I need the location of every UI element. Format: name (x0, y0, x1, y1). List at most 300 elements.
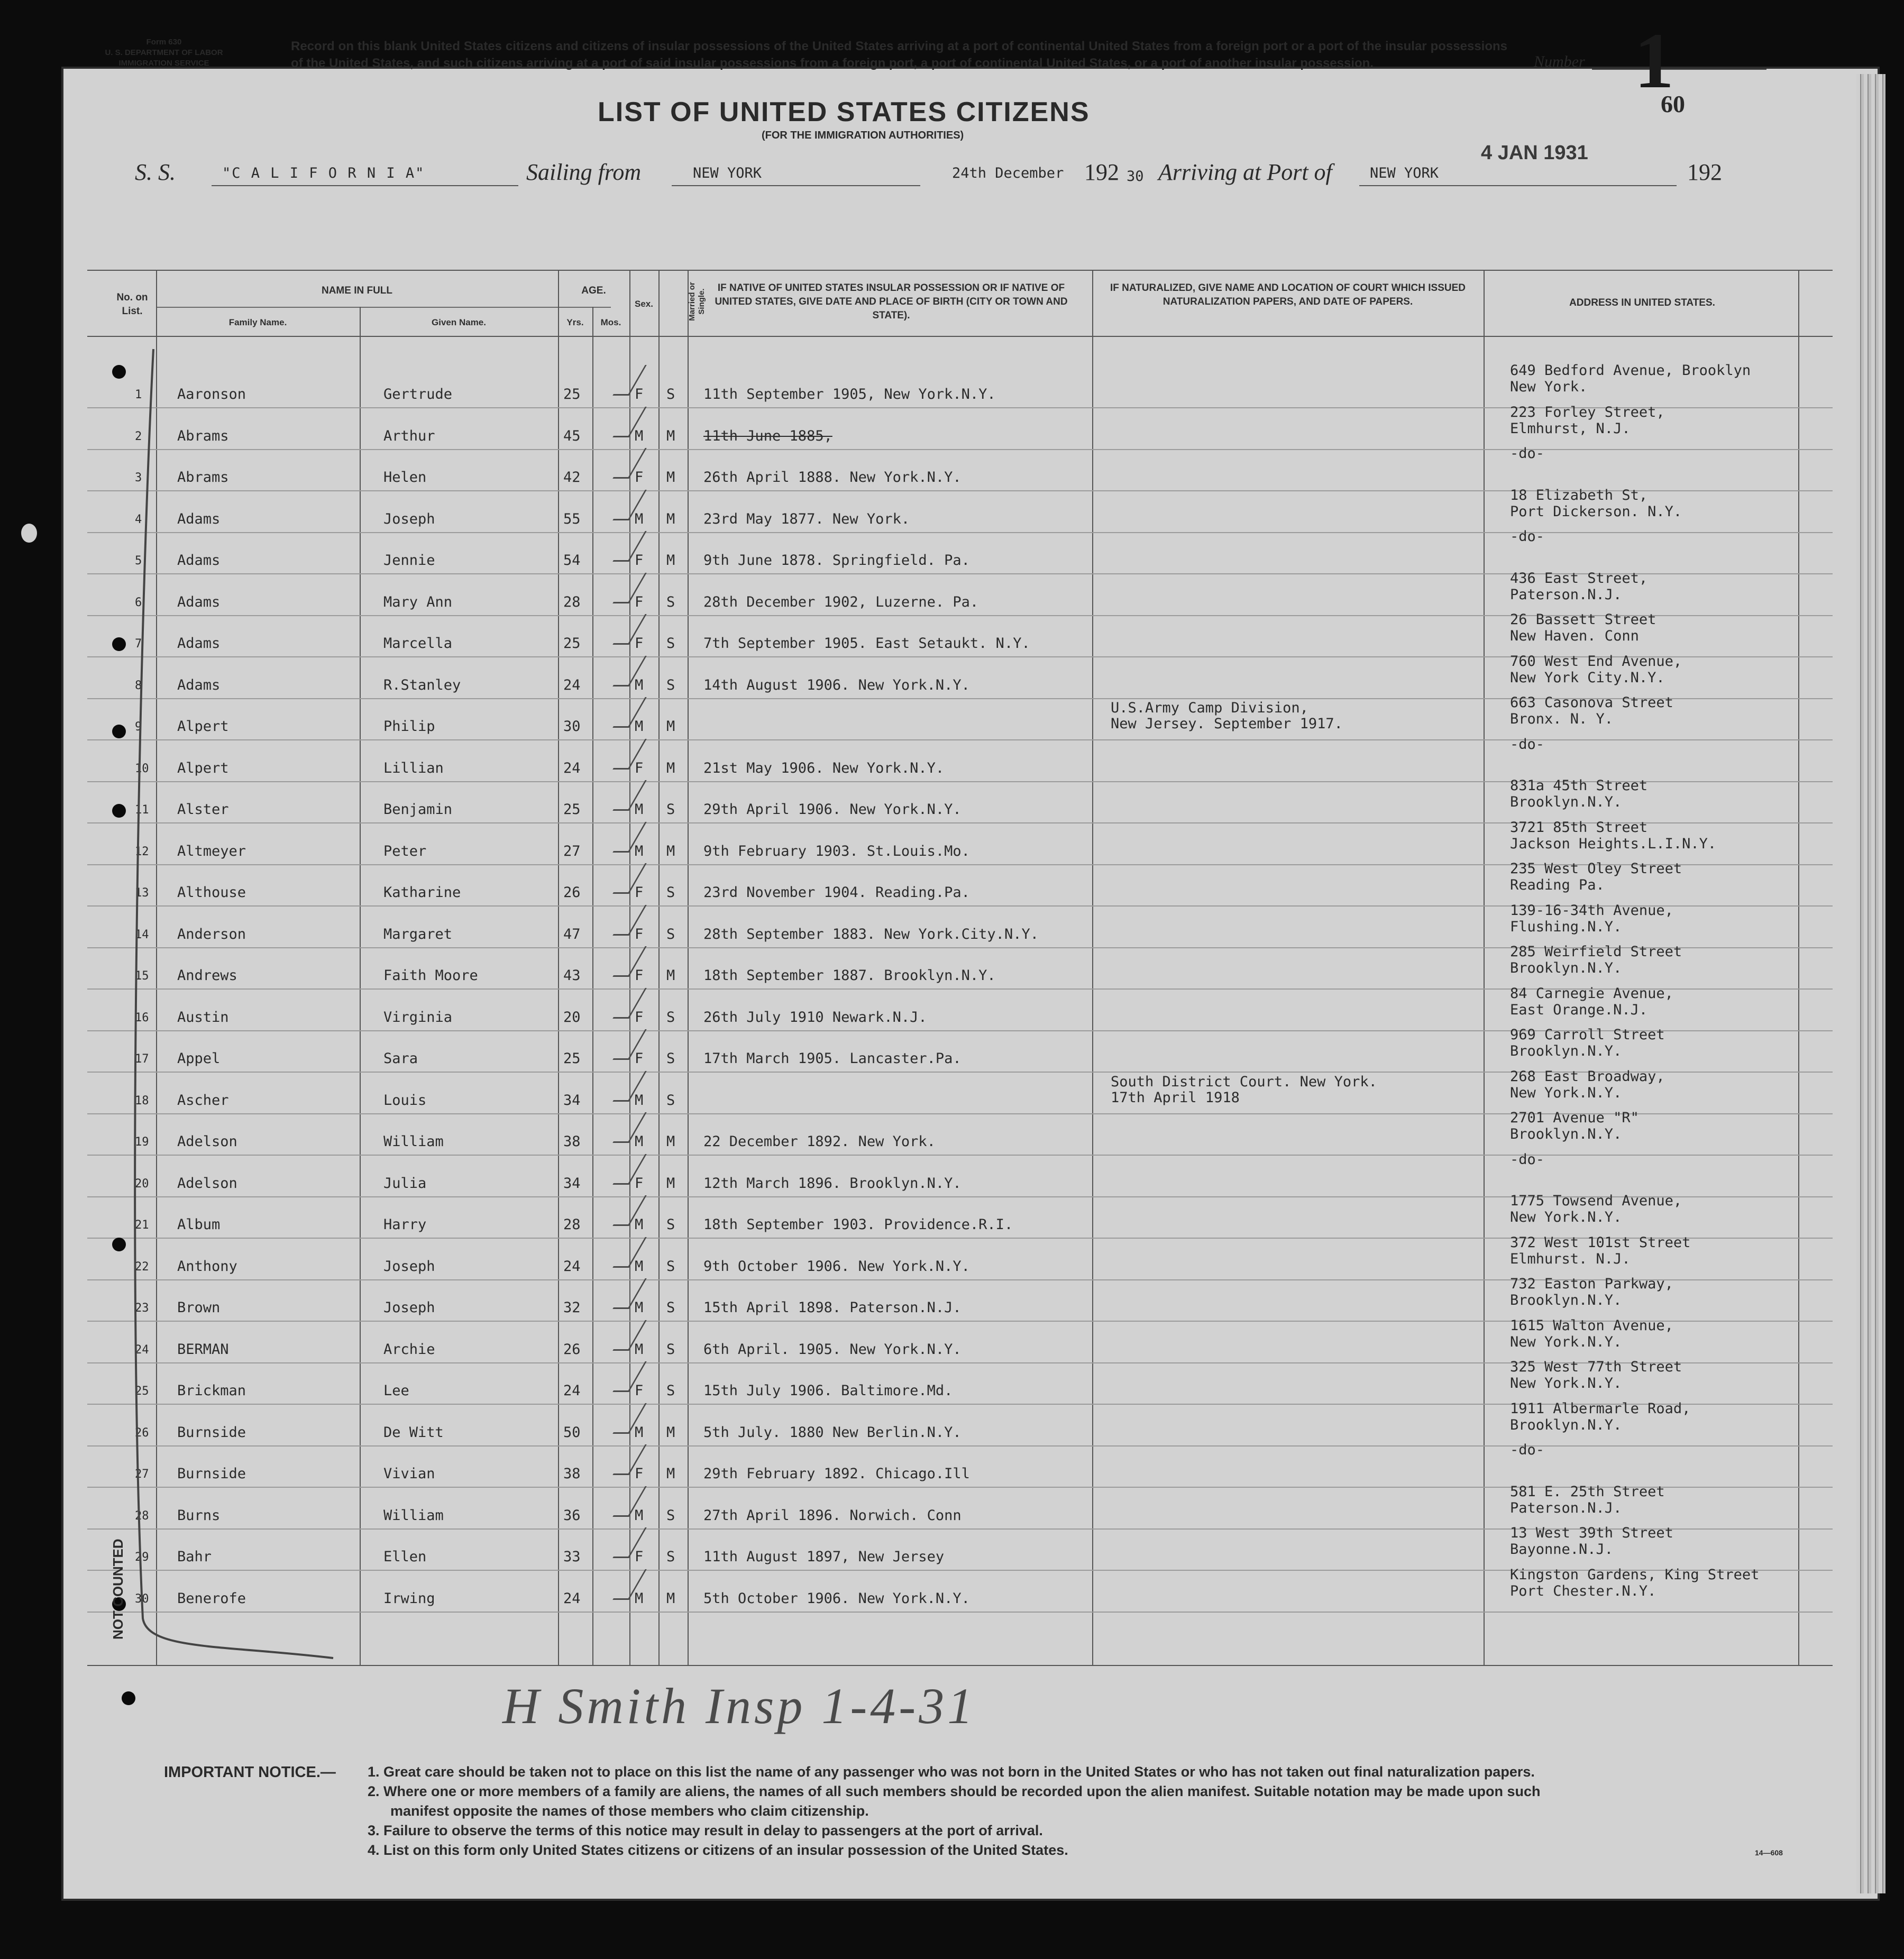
given-name: Gertrude (383, 386, 453, 402)
marital-status: M (666, 1133, 675, 1150)
sex-value: M (635, 843, 644, 859)
punch-hole (112, 804, 126, 818)
birth-details: 22 December 1892. New York. (703, 1133, 936, 1150)
marital-status: S (666, 1299, 675, 1316)
family-name: Appel (177, 1050, 221, 1067)
address-line: 235 West Oley Street (1510, 861, 1682, 877)
address-line: -do- (1510, 1442, 1545, 1458)
birth-details: 11th June 1885, (703, 427, 832, 444)
address-line: 26 Bassett Street (1510, 611, 1656, 628)
birth-details: 15th April 1898. Paterson.N.J. (703, 1299, 962, 1316)
notice-item-4: 4. List on this form only United States citizens or citizens of an insular possession of the United States. (368, 1842, 1068, 1858)
page-subtitle: (FOR THE IMMIGRATION AUTHORITIES) (762, 130, 964, 141)
birth-details: 18th September 1887. Brooklyn.N.Y. (703, 967, 996, 984)
age-years: 24 (563, 1258, 581, 1275)
address-line: 732 Easton Parkway, (1510, 1276, 1673, 1292)
address-line: 831a 45th Street (1510, 777, 1648, 794)
col-divider-married (688, 270, 689, 1666)
col-divider-address (1798, 270, 1799, 1666)
sex-value: F (635, 635, 644, 652)
sailing-port: NEW YORK (693, 165, 762, 181)
marital-status: S (666, 593, 675, 610)
family-name: Aaronson (177, 386, 246, 402)
marital-status: M (666, 469, 675, 486)
birth-details: 26th April 1888. New York.N.Y. (703, 469, 962, 486)
sex-value: F (635, 593, 644, 610)
marital-status: S (666, 676, 675, 693)
address-line: 969 Carroll Street (1510, 1027, 1665, 1043)
address-line: New York.N.Y. (1510, 1333, 1622, 1350)
table-header-border (87, 336, 1833, 337)
birth-details: 9th June 1878. Springfield. Pa. (703, 552, 970, 569)
sex-value: F (635, 1009, 644, 1026)
address-line: Reading Pa. (1510, 877, 1605, 893)
age-years: 33 (563, 1549, 581, 1565)
address-line: East Orange.N.J. (1510, 1001, 1648, 1018)
notice-label: IMPORTANT NOTICE.— (164, 1764, 336, 1781)
address-line: Kingston Gardens, King Street (1510, 1566, 1760, 1583)
address-line: New York.N.Y. (1510, 1084, 1622, 1101)
given-name: William (383, 1507, 444, 1524)
page-title: LIST OF UNITED STATES CITIZENS (598, 97, 1090, 127)
address-line: 372 West 101st Street (1510, 1234, 1691, 1251)
family-name: Adams (177, 593, 221, 610)
age-years: 34 (563, 1092, 581, 1109)
address-line: -do- (1510, 1151, 1545, 1168)
marital-status: M (666, 759, 675, 776)
given-name: Vivian (383, 1466, 435, 1482)
address-line: Elmhurst. N.J. (1510, 1250, 1631, 1267)
age-years: 28 (563, 593, 581, 610)
row-number: 18 (135, 1094, 149, 1107)
age-years: 36 (563, 1507, 581, 1524)
given-name: Benjamin (383, 801, 453, 818)
family-name: Altmeyer (177, 843, 246, 859)
department-name: U. S. DEPARTMENT OF LABOR (105, 48, 223, 57)
family-name: Adams (177, 676, 221, 693)
family-name: Burns (177, 1507, 221, 1524)
sex-value: F (635, 884, 644, 901)
sailing-underline (672, 185, 920, 186)
header-married-single: Married or Single. (688, 282, 706, 321)
sex-value: F (635, 1549, 644, 1565)
birth-details: 5th July. 1880 New Berlin.N.Y. (703, 1424, 962, 1441)
table-bottom-border (87, 1665, 1833, 1666)
marital-status: S (666, 1383, 675, 1399)
list-number: 1 (1634, 17, 1674, 105)
row-number: 29 (135, 1551, 149, 1564)
row-number: 5 (135, 554, 142, 567)
birth-details: 18th September 1903. Providence.R.I. (703, 1216, 1013, 1233)
naturalization-details: 17th April 1918 (1111, 1089, 1240, 1106)
family-name: BERMAN (177, 1341, 229, 1358)
birth-details: 27th April 1896. Norwich. Conn (703, 1507, 962, 1524)
age-years: 26 (563, 1341, 581, 1358)
family-name: Brickman (177, 1383, 246, 1399)
birth-details: 14th August 1906. New York.N.Y. (703, 676, 970, 693)
row-number: 26 (135, 1426, 149, 1440)
sex-value: F (635, 759, 644, 776)
age-years: 43 (563, 967, 581, 984)
row-number: 4 (135, 512, 142, 526)
arrival-port: NEW YORK (1370, 165, 1439, 181)
col-divider-yrs (592, 307, 593, 1666)
sex-value: F (635, 469, 644, 486)
sheet-number: 60 (1661, 90, 1685, 117)
address-line: New York.N.Y. (1510, 1209, 1622, 1225)
birth-details: 23rd November 1904. Reading.Pa. (703, 884, 970, 901)
header-years: Yrs. (566, 317, 584, 327)
row-number: 11 (135, 803, 149, 817)
form-number: Form 630 (146, 38, 182, 47)
address-line: 760 West End Avenue, (1510, 653, 1682, 670)
birth-details: 6th April. 1905. New York.N.Y. (703, 1341, 962, 1358)
sailing-date: 24th December (952, 165, 1064, 181)
col-divider-birth (1092, 270, 1093, 1666)
given-name: Archie (383, 1341, 435, 1358)
marital-status: S (666, 1009, 675, 1026)
birth-details: 28th December 1902, Luzerne. Pa. (703, 593, 979, 610)
row-number: 12 (135, 845, 149, 858)
row-number: 8 (135, 679, 142, 692)
age-years: 25 (563, 635, 581, 652)
marital-status: M (666, 843, 675, 859)
arrival-underline (1359, 185, 1677, 186)
address-line: Paterson.N.J. (1510, 586, 1622, 603)
bracket-mark (127, 338, 349, 1671)
row-number: 20 (135, 1177, 149, 1191)
address-line: Brooklyn.N.Y. (1510, 1043, 1622, 1059)
given-name: Julia (383, 1175, 427, 1192)
row-rule (87, 1612, 1833, 1613)
address-line: 1775 Towsend Avenue, (1510, 1193, 1682, 1209)
birth-details: 15th July 1906. Baltimore.Md. (703, 1383, 953, 1399)
sex-value: M (635, 1133, 644, 1150)
address-line: Brooklyn.N.Y. (1510, 794, 1622, 810)
family-name: Alpert (177, 718, 229, 735)
arrival-year: 192 (1687, 159, 1722, 185)
marital-status: M (666, 510, 675, 527)
row-number: 16 (135, 1011, 149, 1024)
address-line: New York.N.Y. (1510, 1375, 1622, 1392)
given-name: Irwing (383, 1590, 435, 1607)
given-name: Peter (383, 843, 427, 859)
given-name: Sara (383, 1050, 418, 1067)
address-line: Brooklyn.N.Y. (1510, 1126, 1622, 1142)
given-name: Louis (383, 1092, 427, 1109)
not-counted-stamp: NOT COUNTED (110, 1539, 126, 1640)
row-number: 2 (135, 429, 142, 443)
family-name: Alpert (177, 759, 229, 776)
marital-status: M (666, 1466, 675, 1482)
name-subheader-line (156, 307, 611, 308)
sex-value: M (635, 1341, 644, 1358)
address-line: 268 East Broadway, (1510, 1068, 1665, 1085)
marital-status: M (666, 1590, 675, 1607)
address-line: New Haven. Conn (1510, 628, 1639, 644)
marital-status: S (666, 1258, 675, 1275)
address-line: 1615 Walton Avenue, (1510, 1317, 1673, 1334)
family-name: Adams (177, 635, 221, 652)
row-number: 28 (135, 1509, 149, 1523)
address-line: 663 Casonova Street (1510, 694, 1673, 711)
given-name: Lee (383, 1383, 409, 1399)
row-rule (87, 1155, 1833, 1156)
address-line: 649 Bedford Avenue, Brooklyn (1510, 362, 1751, 379)
notice-item-1: 1. Great care should be taken not to place on this list the name of any passenger who was not born in the United States or who has not taken out final naturalization papers. (368, 1764, 1535, 1780)
given-name: Marcella (383, 635, 453, 652)
punch-hole (112, 725, 126, 738)
number-label: Number (1534, 53, 1585, 70)
family-name: Adelson (177, 1175, 237, 1192)
service-name: IMMIGRATION SERVICE (118, 59, 209, 68)
family-name: Adelson (177, 1133, 237, 1150)
age-years: 50 (563, 1424, 581, 1441)
given-name: Jennie (383, 552, 435, 569)
row-rule (87, 1445, 1833, 1447)
address-line: Port Chester.N.Y. (1510, 1582, 1656, 1599)
age-years: 24 (563, 676, 581, 693)
age-years: 38 (563, 1466, 581, 1482)
birth-details: 23rd May 1877. New York. (703, 510, 910, 527)
row-number: 15 (135, 969, 149, 983)
row-number: 9 (135, 720, 142, 734)
sex-value: F (635, 1383, 644, 1399)
sex-value: F (635, 926, 644, 942)
age-years: 25 (563, 801, 581, 818)
row-number: 30 (135, 1592, 149, 1606)
marital-status: M (666, 718, 675, 735)
address-line: Bayonne.N.J. (1510, 1541, 1614, 1558)
address-line: Brooklyn.N.Y. (1510, 1416, 1622, 1433)
age-years: 32 (563, 1299, 581, 1316)
header-birth: IF NATIVE OF UNITED STATES INSULAR POSSESSION OR IF NATIVE OF UNITED STATES, GIVE DATE AND PLACE OF BIRTH (CITY OR TOWN AND STATE). (715, 282, 1068, 321)
age-years: 55 (563, 510, 581, 527)
marital-status: S (666, 386, 675, 402)
given-name: Helen (383, 469, 427, 486)
row-number: 13 (135, 886, 149, 900)
birth-details: 26th July 1910 Newark.N.J. (703, 1009, 927, 1026)
row-number: 21 (135, 1219, 149, 1232)
family-name: Alster (177, 801, 229, 818)
birth-details: 11th September 1905, New York.N.Y. (703, 386, 996, 402)
sex-value: M (635, 801, 644, 818)
given-name: Katharine (383, 884, 461, 901)
family-name: Ascher (177, 1092, 229, 1109)
family-name: Album (177, 1216, 221, 1233)
punch-hole (112, 365, 126, 379)
punch-hole (112, 637, 126, 651)
given-name: Virginia (383, 1009, 453, 1026)
header-family-name: Family Name. (228, 317, 287, 327)
age-years: 24 (563, 1590, 581, 1607)
row-number: 22 (135, 1260, 149, 1274)
row-number: 3 (135, 471, 142, 484)
sex-value: F (635, 1050, 644, 1067)
address-line: New York. (1510, 379, 1588, 395)
age-years: 42 (563, 469, 581, 486)
family-name: Bahr (177, 1549, 212, 1565)
address-line: Paterson.N.J. (1510, 1499, 1622, 1516)
sex-value: M (635, 676, 644, 693)
sex-value: M (635, 1092, 644, 1109)
sex-value: F (635, 552, 644, 569)
address-line: Jackson Heights.L.I.N.Y. (1510, 835, 1717, 852)
notice-item-2-cont: manifest opposite the names of those members who claim citizenship. (390, 1803, 869, 1819)
age-years: 47 (563, 926, 581, 942)
address-line: 2701 Avenue "R" (1510, 1110, 1639, 1126)
marital-status: S (666, 926, 675, 942)
sex-value: M (635, 1424, 644, 1441)
birth-details: 9th February 1903. St.Louis.Mo. (703, 843, 970, 859)
given-name: Joseph (383, 510, 435, 527)
ss-label: S. S. (135, 159, 176, 185)
marital-status: M (666, 1424, 675, 1441)
family-name: Benerofe (177, 1590, 246, 1607)
age-years: 34 (563, 1175, 581, 1192)
naturalization-details: New Jersey. September 1917. (1111, 716, 1343, 732)
given-name: Margaret (383, 926, 453, 942)
age-years: 25 (563, 386, 581, 402)
address-line: 139-16-34th Avenue, (1510, 902, 1673, 919)
address-line: Elmhurst, N.J. (1510, 420, 1631, 437)
family-name: Adams (177, 510, 221, 527)
marital-status: S (666, 801, 675, 818)
row-number: 27 (135, 1468, 149, 1481)
birth-details: 29th April 1906. New York.N.Y. (703, 801, 962, 818)
marital-status: S (666, 1549, 675, 1565)
age-years: 27 (563, 843, 581, 859)
marital-status: M (666, 552, 675, 569)
address-line: New York City.N.Y. (1510, 669, 1665, 686)
sex-value: F (635, 1466, 644, 1482)
family-name: Burnside (177, 1424, 246, 1441)
age-years: 26 (563, 884, 581, 901)
paper-clip-mark (21, 524, 37, 543)
header-months: Mos. (600, 317, 621, 327)
record-instructions: Record on this blank United States citizens and citizens of insular possessions of the United States arriving at a port of continental United States from a foreign port or a port of the insular possessions of the United States, and such citizens arriving at a port of said insular possessions from a foreign port, a port of continental United States, or a port of another insular possession. (291, 39, 1507, 70)
punch-hole (122, 1691, 135, 1705)
row-number: 23 (135, 1302, 149, 1315)
family-name: Abrams (177, 427, 229, 444)
birth-details: 7th September 1905. East Setaukt. N.Y. (703, 635, 1030, 652)
age-years: 28 (563, 1216, 581, 1233)
given-name: Joseph (383, 1299, 435, 1316)
row-number: 17 (135, 1052, 149, 1066)
marital-status: S (666, 884, 675, 901)
header-address: ADDRESS IN UNITED STATES. (1569, 297, 1715, 308)
family-name: Abrams (177, 469, 229, 486)
page-edge-stack (1856, 74, 1885, 1893)
marital-status: M (666, 967, 675, 984)
arriving-label: Arriving at Port of (1158, 159, 1332, 185)
sex-value: M (635, 1216, 644, 1233)
family-name: Adams (177, 552, 221, 569)
ship-underline (212, 185, 518, 186)
marital-status: M (666, 427, 675, 444)
birth-details: 9th October 1906. New York.N.Y. (703, 1258, 970, 1275)
col-divider-given (558, 270, 559, 1666)
given-name: Harry (383, 1216, 427, 1233)
address-line: Brooklyn.N.Y. (1510, 960, 1622, 976)
row-number: 10 (135, 762, 149, 775)
year-suffix: 30 (1127, 168, 1144, 185)
header-sex: Sex. (635, 299, 653, 309)
birth-details: 12th March 1896. Brooklyn.N.Y. (703, 1175, 962, 1192)
address-line: -do- (1510, 445, 1545, 462)
arrival-date-stamp: 4 JAN 1931 (1481, 142, 1588, 164)
age-years: 45 (563, 427, 581, 444)
birth-details: 11th August 1897, New Jersey (703, 1549, 945, 1565)
address-line: 223 Forley Street, (1510, 404, 1665, 420)
family-name: Anthony (177, 1258, 237, 1275)
header-naturalized: IF NATURALIZED, GIVE NAME AND LOCATION OF COURT WHICH ISSUED NATURALIZATION PAPERS, AND DATE OF PAPERS. (1110, 282, 1466, 307)
age-years: 24 (563, 1383, 581, 1399)
address-line: 325 West 77th Street (1510, 1359, 1682, 1375)
sailing-label: Sailing from (526, 159, 642, 185)
row-number: 14 (135, 928, 149, 941)
form-code: 14—608 (1755, 1848, 1783, 1857)
ship-name: "C A L I F O R N I A" (222, 165, 425, 181)
address-line: Port Dickerson. N.Y. (1510, 503, 1682, 520)
table-top-border (87, 270, 1833, 271)
age-years: 30 (563, 718, 581, 735)
row-rule (87, 739, 1833, 740)
sex-value: M (635, 1299, 644, 1316)
given-name: R.Stanley (383, 676, 461, 693)
address-line: 581 E. 25th Street (1510, 1483, 1665, 1500)
given-name: De Witt (383, 1424, 444, 1441)
birth-details: 21st May 1906. New York.N.Y. (703, 759, 945, 776)
address-line: 436 East Street, (1510, 570, 1648, 587)
marital-status: S (666, 1341, 675, 1358)
given-name: William (383, 1133, 444, 1150)
given-name: Mary Ann (383, 593, 453, 610)
sex-value: M (635, 1507, 644, 1524)
header-given-name: Given Name. (432, 317, 486, 327)
row-number: 7 (135, 637, 142, 651)
given-name: Ellen (383, 1549, 427, 1565)
address-line: 84 Carnegie Avenue, (1510, 985, 1673, 1002)
marital-status: S (666, 1092, 675, 1109)
sex-value: M (635, 718, 644, 735)
birth-details: 28th September 1883. New York.City.N.Y. (703, 926, 1039, 942)
number-underline (1592, 69, 1766, 70)
sex-value: F (635, 967, 644, 984)
address-line: -do- (1510, 528, 1545, 545)
address-line: 285 Weirfield Street (1510, 944, 1682, 960)
col-divider-naturalized (1484, 270, 1485, 1666)
sex-value: M (635, 427, 644, 444)
marital-status: S (666, 1507, 675, 1524)
address-line: Brooklyn.N.Y. (1510, 1292, 1622, 1308)
marital-status: M (666, 1175, 675, 1192)
birth-details: 29th February 1892. Chicago.Ill (703, 1466, 970, 1482)
birth-details: 5th October 1906. New York.N.Y. (703, 1590, 970, 1607)
age-years: 20 (563, 1009, 581, 1026)
notice-item-3: 3. Failure to observe the terms of this notice may result in delay to passengers at the port of arrival. (368, 1823, 1043, 1838)
marital-status: S (666, 1216, 675, 1233)
row-number: 19 (135, 1136, 149, 1149)
age-years: 25 (563, 1050, 581, 1067)
row-number: 6 (135, 596, 142, 609)
col-divider-family (360, 307, 361, 1666)
age-years: 38 (563, 1133, 581, 1150)
header-age: AGE. (581, 285, 606, 296)
row-rule (87, 449, 1833, 450)
address-line: Flushing.N.Y. (1510, 918, 1622, 935)
address-line: 3721 85th Street (1510, 819, 1648, 836)
